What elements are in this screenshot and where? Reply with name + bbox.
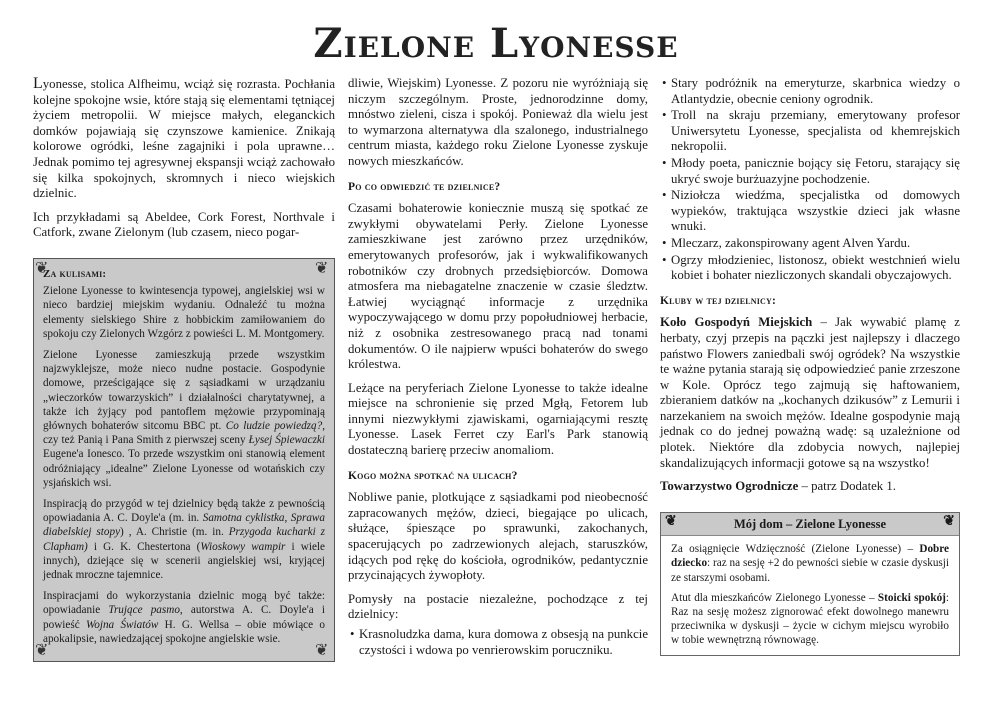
ornament-icon: ❦ xyxy=(315,260,329,277)
sidebar-heading: Za kulisami: xyxy=(43,268,107,280)
list-item: • Młody poeta, panicznie bojący się Fetoru, starający się ukryć swoje burżuazyjne pochodzenie. xyxy=(662,155,960,186)
examples-paragraph: Ich przykładami są Abeldee, Cork Forest, Northvale i Catfork, zwane Zielonym (lub czasem, nieco pogar- xyxy=(33,209,335,240)
npc-list xyxy=(348,627,648,658)
list-item: • Mleczarz, zakonspirowany agent Alven Yardu. xyxy=(662,235,911,250)
my-home-box xyxy=(660,512,960,656)
ornament-icon: ❦ xyxy=(35,260,49,277)
column-2 xyxy=(348,76,648,664)
section-heading: Kogo można spotkać na ulicach? xyxy=(348,469,518,482)
ornament-icon: ❦ xyxy=(315,642,329,659)
sidebar-paragraph: Zielone Lyonesse to kwintesencja typowej, angielskiej wsi w nieco bardziej miejskim wydaniu. Odnaleźć tu można elementy sielskiego Shire z hobbickim zamiłowaniem do spokoju czy Zielonych Wzgórz z powieści L. M. Montgomery. xyxy=(43,285,325,340)
sidebar-paragraph: Zielone Lyonesse zamieszkują przede wszystkim najzwyklejsze, może nieco nudne postacie. Gospodynie domowe, prześcigające się z sąsiadkami w urządzaniu „wieczorków towarzyskich” i działalności charytatywnej, a także ich żyjący pod pantoflem mężowie przypominają głównych bohaterów sitcomu BBC pt. Co ludzie powiedzą?, czy też Panią i Pana Smith z pierwszej sceny Łysej Śpiewaczki Eugene'a Ionesco. To przede wszystkim oni stanowią element odróżniający „idealne” Zielone Lyonesse od wotańskich czy ysjańskich wsi. xyxy=(43,349,326,489)
my-home-header: ❦ Mój dom – Zielone Lyonesse ❦ xyxy=(661,513,959,536)
paragraph: Czasami bohaterowie koniecznie muszą się spotkać ze zwykłymi obywatelami Perły. Zielone Lyonesse zamieszkiwane jest zarówno przez urzędników, emerytowanych profesorów, jak i wykwalifikowanych robotników czy drobnych przedsiębiorców. Domowa atmosfera ma niebagatelne znaczenie w czasie śledztw. Łatwiej wyciągnąć informacje z urzędnika wypoczywającego w domu przy popołudniowej herbacie, niż z osobnika zestresowanego pracą nad tonami dokumentów. O ile najpierw wpuści bohaterów do swego królestwa. xyxy=(348,201,648,372)
club-paragraph: Koło Gospodyń Miejskich – Jak wywabić plamę z herbaty, czyj przepis na pączki jest najlepszy i dlaczego państwo Flowers zaniedbali swój ogródek? Na wszystkie te ważne pytania starają się odpowiedzieć panie zrzeszone w Kole. Oprócz tego zajmują się haftowaniem, zbieraniem datków na „kochanych dzikusów” z Lemurii i narzekaniem na swoich mężów. Idealne gospodynie mają jednak co do jednej poważną wadę: są uzależnione od plotek. Niektóre dla zdobycia nowych, najlepiej skandalizujących informacji gotowe są na wszystko! xyxy=(660,315,960,470)
column-3 xyxy=(660,76,960,503)
ornament-icon: ❦ xyxy=(665,514,677,529)
sidebar-paragraph: Inspiracjami do wykorzystania dzielnic mogą być także: opowiadanie Trujące pasmo, autorstwa A. C. Doyle'a i powieść Wojna Światów H. G. Wellsa – obie mówiące o apokalipsie, nawiedzającej spokojne angielskie wsie. xyxy=(43,590,325,645)
list-item: • Ogrzy młodzieniec, listonosz, obiekt westchnień wielu kobiet i bohater niezliczonych skandali obyczajowych. xyxy=(662,252,960,283)
section-heading: Po co odwiedzić te dzielnice? xyxy=(348,180,501,193)
ornament-icon: ❦ xyxy=(943,514,955,529)
page-title: Zielone Lyonesse xyxy=(313,20,679,67)
npc-list xyxy=(660,76,960,284)
column-1 xyxy=(33,76,335,249)
paragraph: dliwie, Wiejskim) Lyonesse. Z pozoru nie wyróżniają się niczym szczególnym. Proste, jednorodzinne domy, mnóstwo zieleni, cisza i spokój. Ponieważ dla wielu jest to wymarzona alternatywa dla szalonego, industrialnego centrum miasta, każdego roku Zielone Lyonesse zyskuje nowych mieszkańców. xyxy=(348,76,648,168)
section-heading: Kluby w tej dzielnicy: xyxy=(660,294,777,307)
my-home-paragraph: Atut dla mieszkańców Zielonego Lyonesse – Stoicki spokój: Raz na sesję możesz zignorować efekt dowolnego manewru przeciwnika w dyskusji – życie w cichym miejscu wyrobiło w tobie wewnętrzną równowagę. xyxy=(671,591,950,647)
sidebar-paragraph: Inspiracją do przygód w tej dzielnicy będą także z pewnością opowiadania A. C. Doyle'a (m. in. Samotna cyklistka, Sprawa diabelskiej stopy) , A. Christie (m. in. Przygoda kucharki z Clapham) i G. K. Chestertona (Wioskowy wampir i wiele innych), dziejące się w scenerii angielskiej wsi, kryjącej jednak mroczne tajemnice. xyxy=(43,498,325,582)
list-item: • Krasnoludzka dama, kura domowa z obsesją na punkcie czystości i wdowa po venrierowskim poruczniku. xyxy=(350,627,648,657)
my-home-body xyxy=(661,536,959,659)
my-home-paragraph: Za osiągnięcie Wdzięczność (Zielone Lyonesse) – Dobre dziecko: raz na sesję +2 do pewności siebie w czasie dyskusji ze starszymi osobami. xyxy=(671,543,949,584)
paragraph: Pomysły na postacie niezależne, pochodzące z tej dzielnicy: xyxy=(348,591,648,622)
list-item: • Stary podróżnik na emeryturze, skarbnica wiedzy o Atlantydzie, obecnie ceniony ogrodnik. xyxy=(662,76,960,106)
behind-the-scenes-box xyxy=(33,258,335,662)
paragraph: Leżące na peryferiach Zielone Lyonesse to także idealne miejsce na schronienie się przed Mgłą, Fetorem lub innymi niezwykłymi zjawiskami, ogarniającymi resztę Lyonesse. Lasek Ferret czy Earl's Park stanowią dostateczną barierę przeciw anomaliom. xyxy=(348,380,648,458)
list-item: • Troll na skraju przemiany, emerytowany profesor Uniwersytetu Lyonesse, specjalista od khemrejskich nekropolii. xyxy=(662,108,960,154)
ornament-icon: ❦ xyxy=(35,642,49,659)
club-paragraph: Towarzystwo Ogrodnicze – patrz Dodatek 1. xyxy=(660,479,897,494)
list-item: • Niziołcza wiedźma, specjalistka od domowych wypieków, traktująca wszystkie dzieci jak własne wnuki. xyxy=(662,188,960,234)
paragraph: Nobliwe panie, plotkujące z sąsiadkami pod nieobecność zapracowanych mężów, dzieci, biegające po ulicach, służące, śpieszące po sprawunki, zakochanych, spacerujących po zadrzewionych alejach, staruszków, idących pod rękę do kościoła, ogrodników, pedantycznie przycinających żywopłoty. xyxy=(348,490,648,583)
intro-paragraph: Lyonesse, stolica Alfheimu, wciąż się rozrasta. Pochłania kolejne spokojne wsie, które stają się elementami tętniącej życiem metropolii. W miejsce małych, eleganckich domków pojawiają się czynszowe kamienice. Znikają kolorowe ogródki, leśne zagajniki i pola uprawne… Jednak pomimo tej agresywnej ekspansji wciąż zachowało się kilka spokojnych, skromnych i nieco wiejskich dzielnic. xyxy=(33,75,335,201)
